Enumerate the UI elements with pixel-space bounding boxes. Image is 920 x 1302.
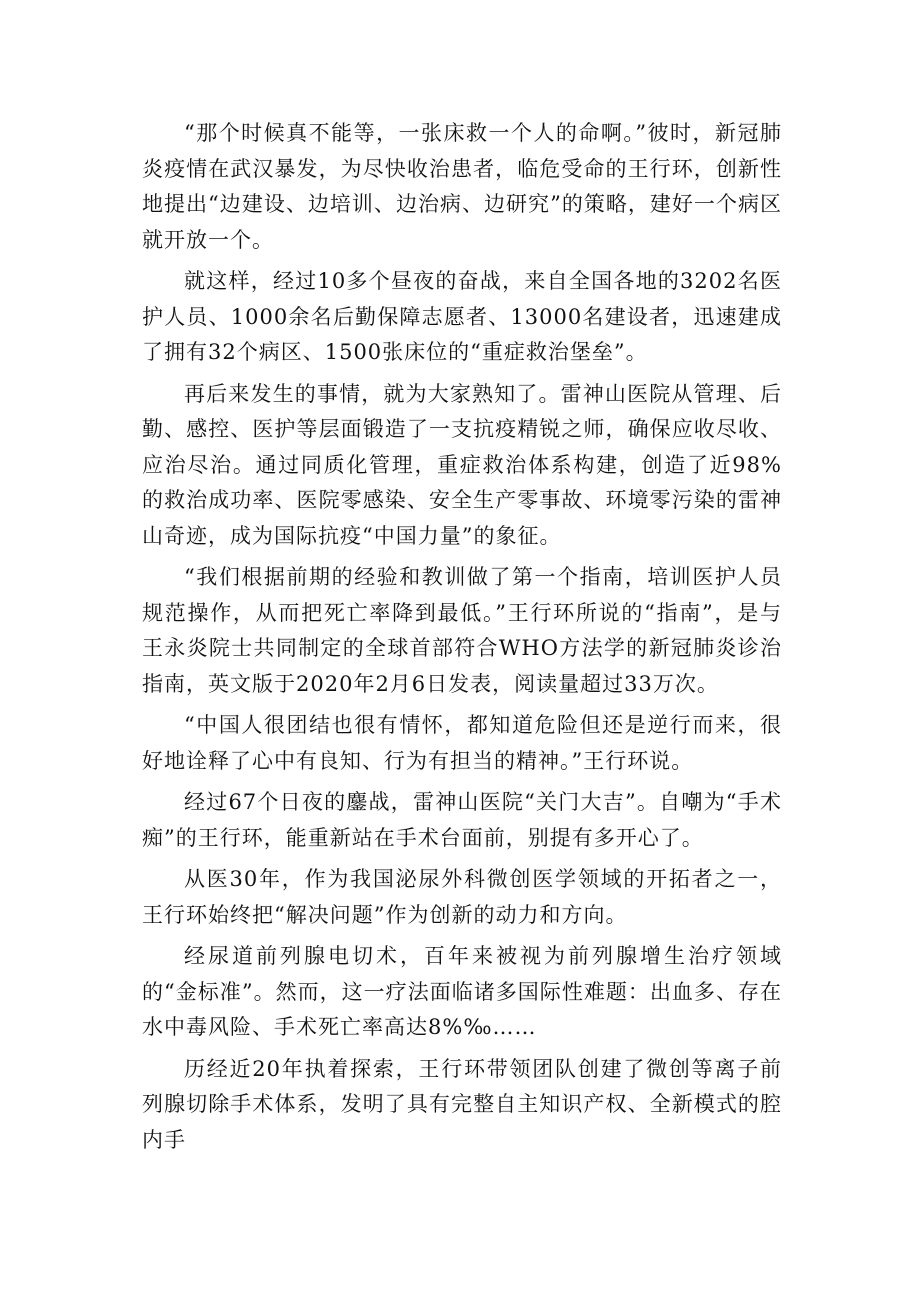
paragraph-8: 经尿道前列腺电切术，百年来被视为前列腺增生治疗领域的“金标准”。然而，这一疗法面临诸多国际性难题：出血多、存在水中毒风险、手术死亡率高达8%‰…… [142,944,782,1039]
document-body [142,116,782,1164]
paragraph-6: 经过67个日夜的鏖战，雷神山医院“关门大吉”。自嘲为“手术痴”的王行环，能重新站在手术台面前，别提有多开心了。 [142,790,782,850]
paragraph-7: 从医30年，作为我国泌尿外科微创医学领域的开拓者之一，王行环始终把“解决问题”作为创新的动力和方向。 [142,867,782,927]
paragraph-4: “我们根据前期的经验和教训做了第一个指南，培训医护人员规范操作，从而把死亡率降到最低。”王行环所说的“指南”，是与王永炎院士共同制定的全球首部符合WHO方法学的新冠肺炎诊治指南，英文版于2020年2月6日发表，阅读量超过33万次。 [142,565,782,696]
paragraph-2: 就这样，经过10多个昼夜的奋战，来自全国各地的3202名医护人员、1000余名后勤保障志愿者、13000名建设者，迅速建成了拥有32个病区、1500张床位的“重症救治堡垒”。 [142,269,782,364]
paragraph-3: 再后来发生的事情，就为大家熟知了。雷神山医院从管理、后勤、感控、医护等层面锻造了一支抗疫精锐之师，确保应收尽收、应治尽治。通过同质化管理，重症救治体系构建，创造了近98%的救治成功率、医院零感染、安全生产零事故、环境零污染的雷神山奇迹，成为国际抗疫“中国力量”的象征。 [142,381,782,548]
paragraph-5: “中国人很团结也很有情怀，都知道危险但还是逆行而来，很好地诠释了心中有良知、行为有担当的精神。”王行环说。 [142,713,782,773]
paragraph-1: “那个时候真不能等，一张床救一个人的命啊。”彼时，新冠肺炎疫情在武汉暴发，为尽快收治患者，临危受命的王行环，创新性地提出“边建设、边培训、边治病、边研究”的策略，建好一个病区就开放一个。 [142,121,782,252]
paragraph-9: 历经近20年执着探索，王行环带领团队创建了微创等离子前列腺切除手术体系，发明了具有完整自主知识产权、全新模式的腔内手 [142,1056,782,1152]
